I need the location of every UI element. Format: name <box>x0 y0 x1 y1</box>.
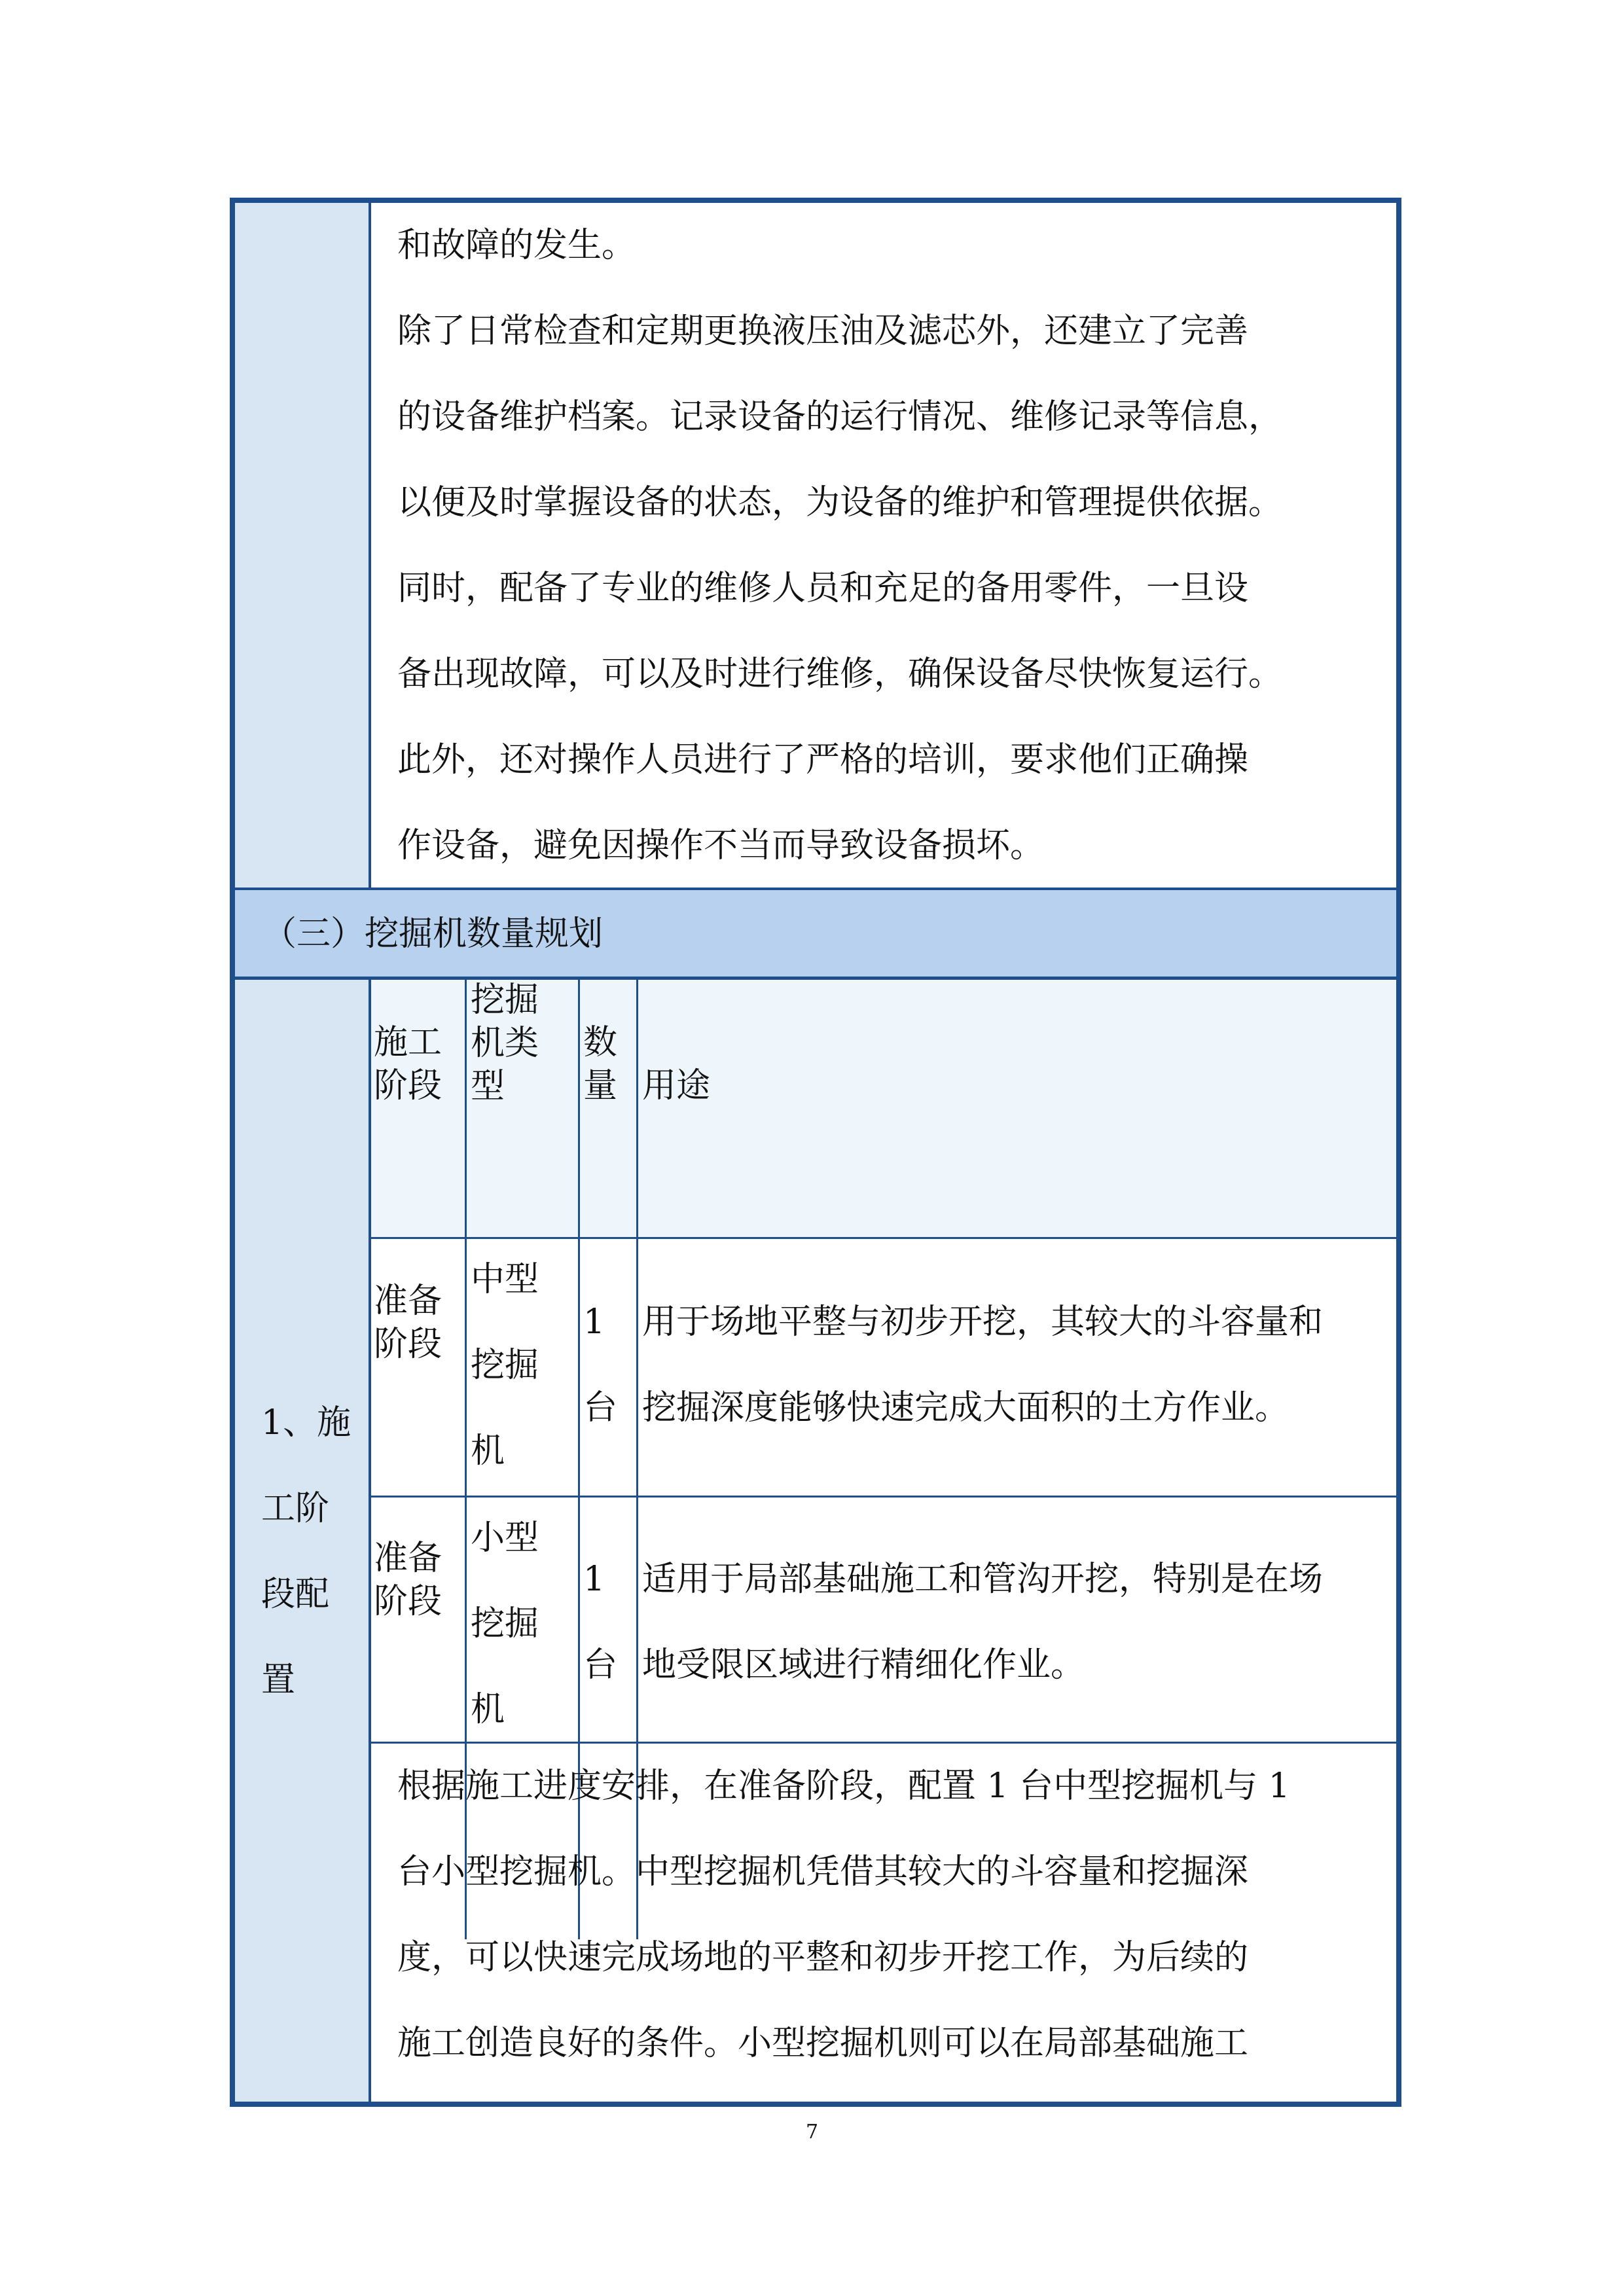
bottom-line: 根据施工进度安排，在准备阶段，配置 1 台中型挖掘机与 1 <box>397 1767 1290 1806</box>
top-paragraph <box>397 203 1379 889</box>
section-header <box>235 890 1396 978</box>
row2-use: 适用于局部基础施工和管沟开挖，特别是在场 地受限区域进行精细化作业。 <box>642 1560 1324 1685</box>
top-line: 作设备，避免因操作不当而导致设备损坏。 <box>397 826 1045 865</box>
top-line: 备出现故障，可以及时进行维修，确保设备尽快恢复运行。 <box>397 655 1283 694</box>
section-label: 1、施 工阶 段配 置 <box>261 1403 352 1700</box>
top-line: 此外，还对操作人员进行了严格的培训，要求他们正确操 <box>397 740 1249 780</box>
bottom-paragraph <box>397 1744 1379 2087</box>
top-line: 同时，配备了专业的维修人员和充足的备用零件，一旦设 <box>397 569 1249 608</box>
row1-qty: 1 台 <box>583 1302 618 1427</box>
header-qty: 数 量 <box>583 1023 618 1105</box>
top-line: 和故障的发生。 <box>397 226 636 265</box>
section-title: （三）挖掘机数量规划 <box>262 914 604 954</box>
row2-stage: 准备 阶段 <box>374 1539 442 1621</box>
top-line: 的设备维护档案。记录设备的运行情况、维修记录等信息， <box>397 397 1283 437</box>
header-type: 挖掘 机类 型 <box>471 980 539 1106</box>
row2-qty: 1 台 <box>583 1560 618 1685</box>
top-sidebar-cell <box>235 203 371 890</box>
row1-use: 用于场地平整与初步开挖，其较大的斗容量和 挖掘深度能够快速完成大面积的土方作业。 <box>642 1302 1324 1427</box>
document-frame <box>230 198 1401 2107</box>
bottom-line: 度，可以快速完成场地的平整和初步开挖工作，为后续的 <box>397 1938 1249 1977</box>
bottom-line: 台小型挖掘机。中型挖掘机凭借其较大的斗容量和挖掘深 <box>397 1852 1249 1892</box>
bottom-line: 施工创造良好的条件。小型挖掘机则可以在局部基础施工 <box>397 2024 1249 2063</box>
top-line: 除了日常检查和定期更换液压油及滤芯外，还建立了完善 <box>397 312 1249 351</box>
lower-sidebar-cell <box>235 980 371 2102</box>
row1-type: 中型 挖掘 机 <box>471 1260 539 1471</box>
page-number: 7 <box>805 2121 819 2144</box>
top-line: 以便及时掌握设备的状态，为设备的维护和管理提供依据。 <box>397 483 1283 522</box>
row2-type: 小型 挖掘 机 <box>471 1518 539 1729</box>
row1-stage: 准备 阶段 <box>374 1282 442 1364</box>
header-use: 用途 <box>642 1066 711 1105</box>
header-stage: 施工 阶段 <box>374 1023 442 1105</box>
